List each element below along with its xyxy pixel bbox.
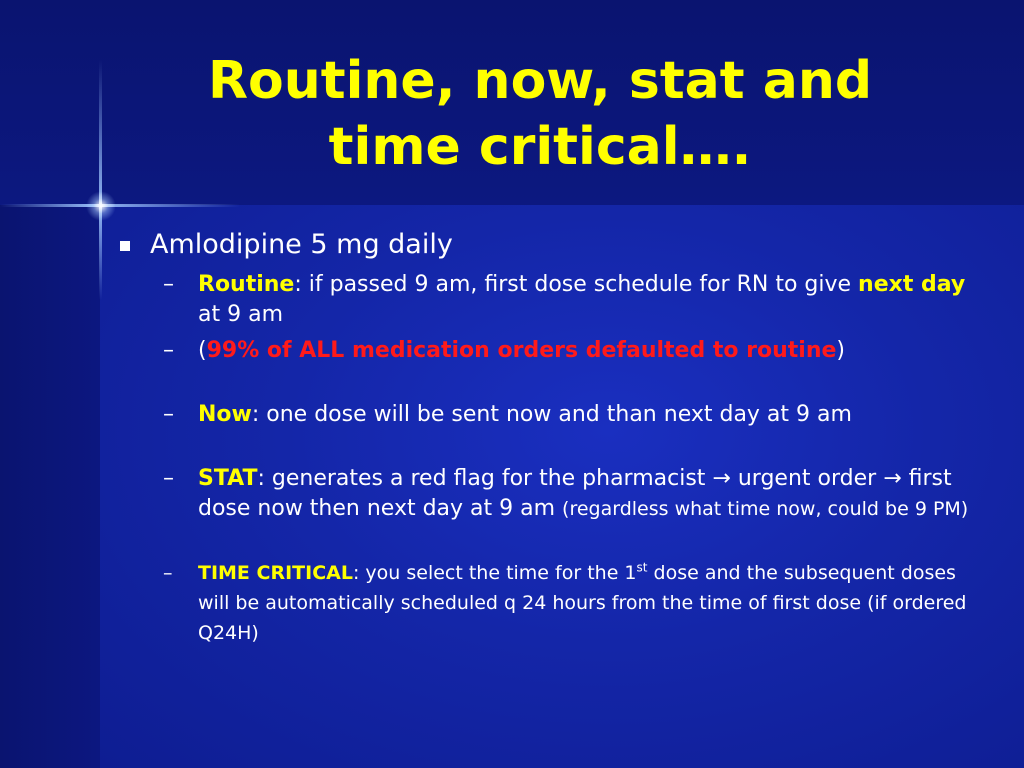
- star-flare-vertical: [99, 60, 102, 300]
- now-keyword: Now: [198, 402, 252, 427]
- routine-note-item: [118, 336, 978, 366]
- dash-bullet: –: [163, 562, 173, 584]
- ordinal-superscript: st: [636, 560, 648, 575]
- left-band-background: [0, 205, 100, 768]
- routine-text-end: at 9 am: [198, 302, 284, 327]
- main-bullet-text: Amlodipine 5 mg daily: [150, 229, 453, 260]
- note-paren-close: ): [836, 338, 846, 363]
- now-text: : one dose will be sent now and than next day at 9 am: [251, 402, 852, 427]
- slide-title-line-2: time critical….: [328, 117, 752, 177]
- arrow-right-icon: →: [712, 466, 731, 491]
- stat-text-2: urgent order: [730, 466, 884, 491]
- now-item: [118, 400, 978, 430]
- dash-bullet: –: [163, 338, 174, 363]
- note-paren-open: (: [198, 338, 207, 363]
- dash-bullet: –: [163, 272, 174, 297]
- star-sparkle-icon: [86, 191, 116, 221]
- next-day-emphasis: next day: [858, 272, 966, 297]
- star-flare-horizontal: [0, 204, 240, 207]
- main-bullet-item: [118, 228, 978, 262]
- routine-text: : if passed 9 am, first dose schedule for RN to give: [294, 272, 859, 297]
- routine-keyword: Routine: [198, 272, 295, 297]
- arrow-right-icon: →: [883, 466, 902, 491]
- routine-item: [118, 270, 978, 330]
- dash-bullet: –: [163, 466, 174, 491]
- time-critical-item: [118, 558, 978, 648]
- slide-body: [118, 228, 978, 648]
- time-critical-keyword: TIME CRITICAL: [198, 562, 353, 584]
- stat-item: [118, 464, 978, 524]
- slide-title: [110, 48, 970, 180]
- time-critical-text-1: : you select the time for the 1: [352, 562, 637, 584]
- slide-title-line-1: Routine, now, stat and: [207, 51, 873, 111]
- square-bullet-icon: [120, 241, 130, 251]
- time-critical-text-2: dose and the subsequent doses will be automatically scheduled q 24 hours from the time of first dose (if ordered Q24H): [198, 562, 967, 644]
- dash-bullet: –: [163, 402, 174, 427]
- routine-default-note: 99% of ALL medication orders defaulted to routine: [206, 338, 837, 363]
- stat-text-3: first dose now then next day at 9 am: [198, 466, 952, 521]
- stat-note: (regardless what time now, could be 9 PM): [562, 498, 969, 520]
- stat-text-1: : generates a red flag for the pharmacist: [257, 466, 713, 491]
- stat-keyword: STAT: [198, 466, 258, 491]
